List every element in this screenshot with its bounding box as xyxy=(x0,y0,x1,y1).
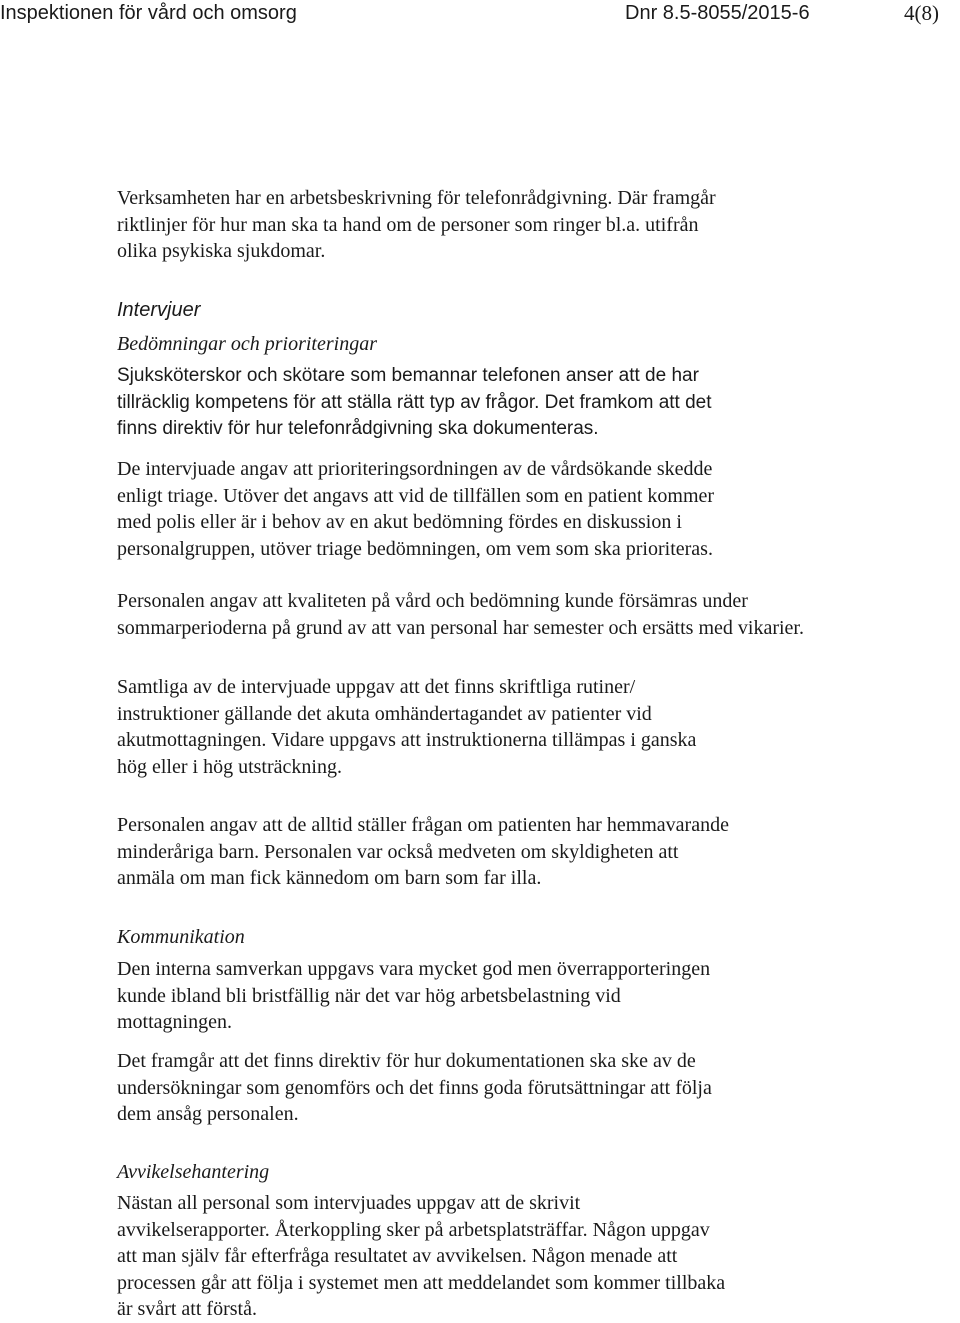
paragraph-line: sommarperioderna på grund av att van personal har semester och ersätts med vikarier. xyxy=(117,616,804,639)
header-organization: Inspektionen för vård och omsorg xyxy=(0,2,297,24)
paragraph-line: Personalen angav att de alltid ställer frågan om patienten har hemmavarande xyxy=(117,814,729,836)
paragraph-line: avvikelserapporter. Återkoppling sker på arbetsplatsträffar. Någon uppgav xyxy=(117,1218,710,1241)
intro-line: olika psykiska sjukdomar. xyxy=(117,240,326,262)
paragraph-line: kunde ibland bli bristfällig när det var hög arbetsbelastning vid xyxy=(117,984,621,1007)
section-heading-interviews: Intervjuer xyxy=(117,299,201,321)
paragraph-documentation xyxy=(117,1048,917,1128)
paragraph-line: processen går att följa i systemet men att meddelandet som kommer tillbaka xyxy=(117,1271,726,1294)
subheading-deviation-handling: Avvikelsehantering xyxy=(117,1161,270,1183)
intro-line: Verksamheten har en arbetsbeskrivning för telefonrådgivning. Där framgår xyxy=(117,187,716,209)
paragraph-written-routines xyxy=(117,674,917,780)
paragraph-line: minderåriga barn. Personalen var också medveten om skyldigheten att xyxy=(117,840,679,863)
paragraph-line: är svårt att förstå. xyxy=(117,1298,257,1320)
paragraph-line: personalgruppen, utöver triage bedömningen, om vem som ska prioriteras. xyxy=(117,537,713,560)
paragraph-deviation-reports xyxy=(117,1190,917,1323)
header-document-number: Dnr 8.5-8055/2015-6 xyxy=(625,2,810,24)
paragraph-summer-quality xyxy=(117,588,917,641)
paragraph-prioritization xyxy=(117,456,917,562)
paragraph-line: enligt triage. Utöver det angavs att vid de tillfällen som en patient kommer xyxy=(117,484,715,507)
paragraph-line: mottagningen. xyxy=(117,1011,232,1033)
paragraph-line: De intervjuade angav att prioriteringsordningen av de vårdsökande skedde xyxy=(117,458,713,480)
paragraph-internal-collaboration xyxy=(117,956,917,1036)
paragraph-line: tillräcklig kompetens för att ställa rätt typ av frågor. Det framkom att det xyxy=(117,391,712,413)
paragraph-line: finns direktiv för hur telefonrådgivning ska dokumenteras. xyxy=(117,418,599,439)
paragraph-line: hög eller i hög utsträckning. xyxy=(117,755,342,778)
paragraph-line: Sjuksköterskor och skötare som bemannar telefonen anser att de har xyxy=(117,365,699,386)
paragraph-line: undersökningar som genomförs och det finns goda förutsättningar att följa xyxy=(117,1076,712,1099)
subheading-assessments: Bedömningar och prioriteringar xyxy=(117,333,377,355)
paragraph-line: Nästan all personal som intervjuades uppgav att de skrivit xyxy=(117,1192,581,1214)
paragraph-telephone-staff xyxy=(117,363,917,443)
paragraph-line: med polis eller är i behov av en akut bedömning fördes en diskussion i xyxy=(117,511,682,533)
paragraph-line: dem ansåg personalen. xyxy=(117,1103,299,1125)
paragraph-line: Samtliga av de intervjuade uppgav att det finns skriftliga rutiner/ xyxy=(117,676,636,698)
header-page-number: 4(8) xyxy=(904,1,939,25)
paragraph-children xyxy=(117,812,917,892)
paragraph-line: instruktioner gällande det akuta omhändertagandet av patienter vid xyxy=(117,702,652,725)
paragraph-line: Personalen angav att kvaliteten på vård och bedömning kunde försämras under xyxy=(117,590,748,612)
paragraph-line: akutmottagningen. Vidare uppgavs att instruktionerna tillämpas i ganska xyxy=(117,729,697,751)
intro-paragraph xyxy=(117,185,917,265)
paragraph-line: att man själv får efterfråga resultatet av avvikelsen. Någon menade att xyxy=(117,1245,678,1267)
paragraph-line: Det framgår att det finns direktiv för hur dokumentationen ska ske av de xyxy=(117,1050,696,1072)
paragraph-line: anmäla om man fick kännedom om barn som far illa. xyxy=(117,867,542,889)
intro-line: riktlinjer för hur man ska ta hand om de personer som ringer bl.a. utifrån xyxy=(117,213,699,236)
subheading-communication: Kommunikation xyxy=(117,926,245,948)
paragraph-line: Den interna samverkan uppgavs vara mycket god men överrapporteringen xyxy=(117,958,711,980)
